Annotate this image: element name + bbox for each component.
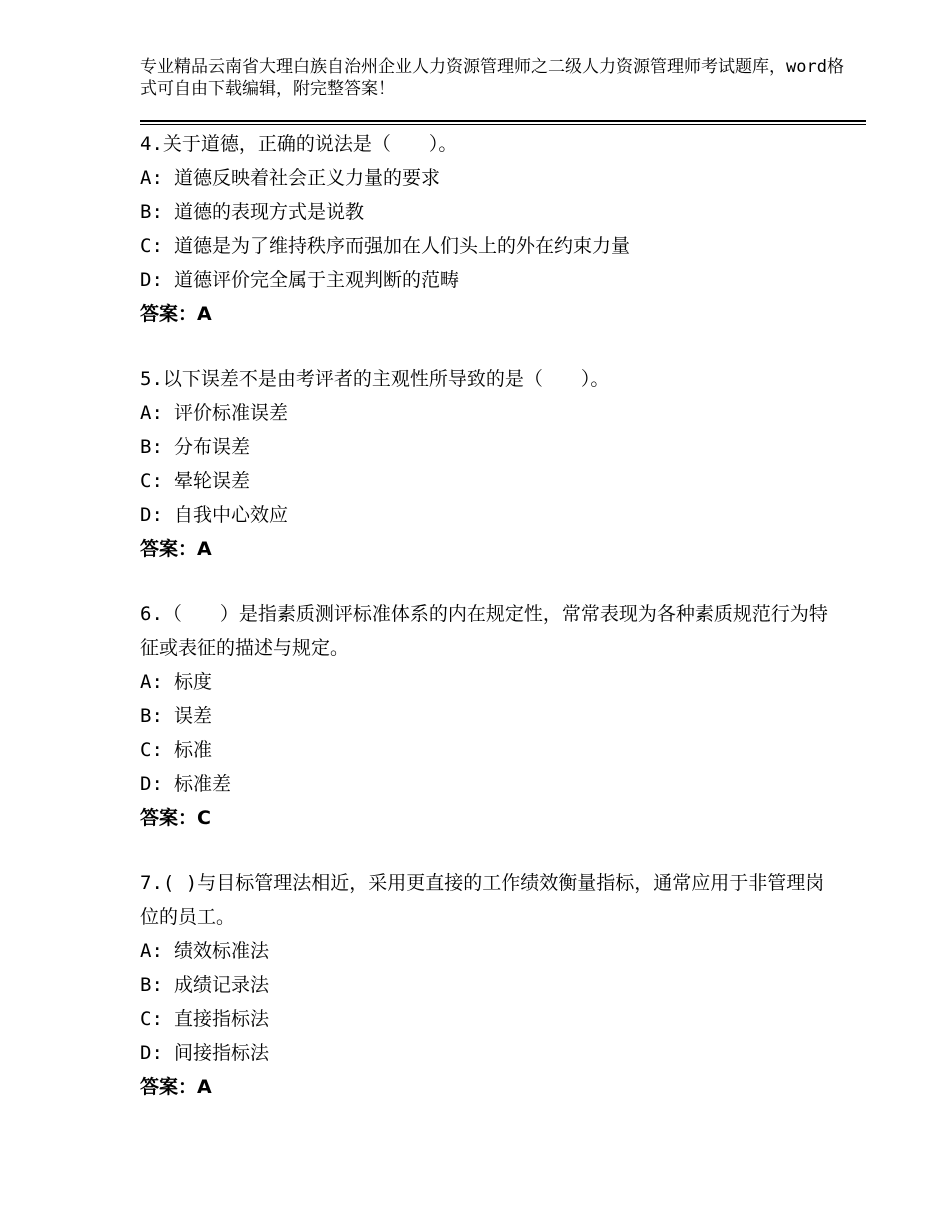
answer-line: 答案：A xyxy=(140,538,212,560)
option-text: 评价标准误差 xyxy=(174,402,289,424)
option-text: 标度 xyxy=(174,671,213,693)
option-text: 道德是为了维持秩序而强加在人们头上的外在约束力量 xyxy=(174,235,631,257)
option-text: 自我中心效应 xyxy=(174,504,289,526)
question-5 xyxy=(140,362,830,566)
option-letter: C: xyxy=(140,470,163,492)
question-6 xyxy=(140,597,830,835)
option-letter: A: xyxy=(140,671,163,693)
question-stem: 7.( )与目标管理法相近，采用更直接的工作绩效衡量指标，通常应用于非管理岗位的员工。 xyxy=(140,872,825,928)
document-header xyxy=(140,56,860,100)
option-b xyxy=(140,430,830,464)
option-c xyxy=(140,1002,830,1036)
option-c xyxy=(140,464,830,498)
answer-line: 答案：C xyxy=(140,807,211,829)
option-a xyxy=(140,665,830,699)
option-a xyxy=(140,934,830,968)
answer-line: 答案：A xyxy=(140,1076,212,1098)
question-7 xyxy=(140,866,830,1104)
option-text: 成绩记录法 xyxy=(174,974,270,996)
option-c xyxy=(140,229,830,263)
option-d xyxy=(140,767,830,801)
option-d xyxy=(140,1036,830,1070)
option-text: 标准差 xyxy=(174,773,232,795)
option-b xyxy=(140,968,830,1002)
option-b xyxy=(140,699,830,733)
option-text: 标准 xyxy=(174,739,213,761)
option-a xyxy=(140,161,830,195)
question-4 xyxy=(140,127,830,331)
option-d xyxy=(140,498,830,532)
option-letter: B: xyxy=(140,705,163,727)
option-letter: D: xyxy=(140,269,163,291)
header-rule-thin xyxy=(140,124,866,125)
option-letter: B: xyxy=(140,974,163,996)
option-letter: B: xyxy=(140,436,163,458)
option-c xyxy=(140,733,830,767)
option-d xyxy=(140,263,830,297)
question-stem: 4.关于道德，正确的说法是（ ）。 xyxy=(140,133,458,155)
option-letter: D: xyxy=(140,773,163,795)
option-text: 绩效标准法 xyxy=(174,940,270,962)
question-list xyxy=(140,127,830,1135)
option-letter: A: xyxy=(140,402,163,424)
option-text: 道德反映着社会正义力量的要求 xyxy=(174,167,441,189)
option-letter: B: xyxy=(140,201,163,223)
option-text: 道德的表现方式是说教 xyxy=(174,201,365,223)
option-letter: A: xyxy=(140,940,163,962)
question-stem: 6.（ ）是指素质测评标准体系的内在规定性，常常表现为各种素质规范行为特征或表征的描述与规定。 xyxy=(140,603,828,659)
option-letter: D: xyxy=(140,504,163,526)
option-text: 误差 xyxy=(174,705,213,727)
header-title: 专业精品云南省大理白族自治州企业人力资源管理师之二级人力资源管理师考试题库，word格式可自由下载编辑，附完整答案！ xyxy=(140,57,844,99)
option-letter: A: xyxy=(140,167,163,189)
option-text: 道德评价完全属于主观判断的范畴 xyxy=(174,269,460,291)
option-a xyxy=(140,396,830,430)
option-text: 晕轮误差 xyxy=(174,470,251,492)
option-text: 直接指标法 xyxy=(174,1008,270,1030)
answer-line: 答案：A xyxy=(140,303,212,325)
option-b xyxy=(140,195,830,229)
option-letter: D: xyxy=(140,1042,163,1064)
option-letter: C: xyxy=(140,739,163,761)
option-text: 分布误差 xyxy=(174,436,251,458)
option-letter: C: xyxy=(140,1008,163,1030)
option-text: 间接指标法 xyxy=(174,1042,270,1064)
option-letter: C: xyxy=(140,235,163,257)
question-stem: 5.以下误差不是由考评者的主观性所导致的是（ ）。 xyxy=(140,368,610,390)
header-rule-thick xyxy=(140,120,866,122)
